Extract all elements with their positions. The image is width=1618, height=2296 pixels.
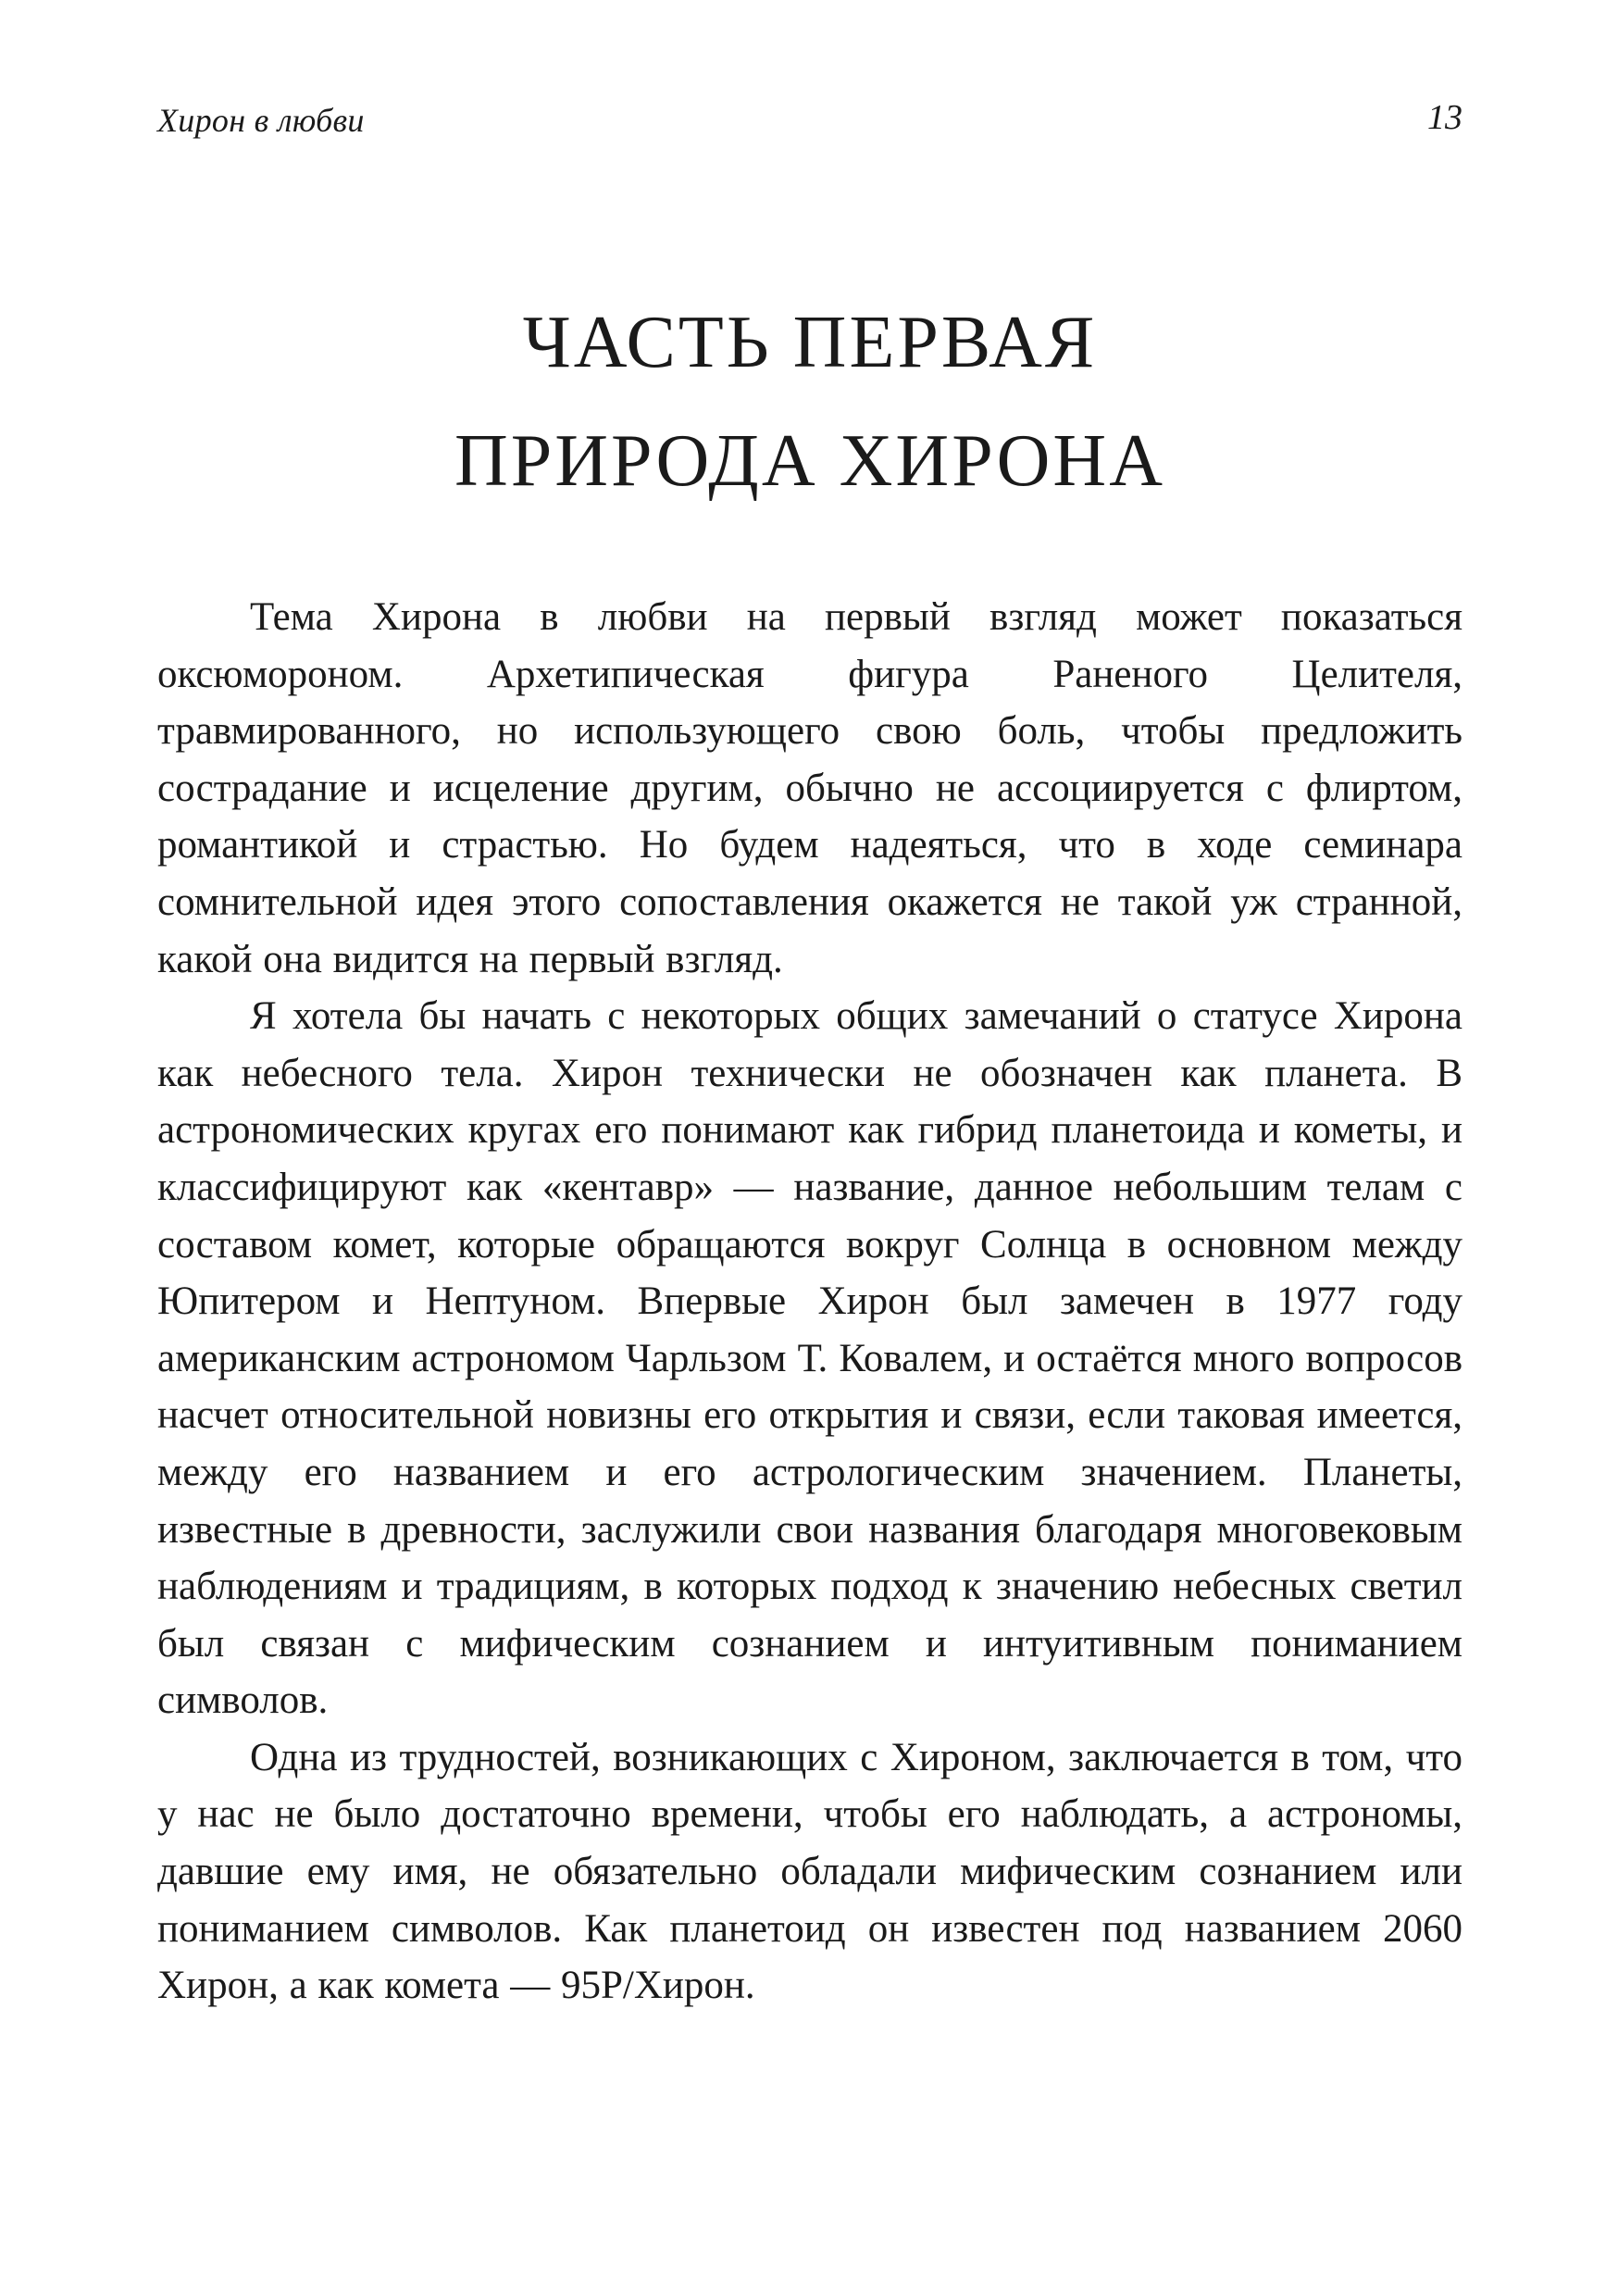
- chapter-title: ПРИРОДА ХИРОНА: [454, 420, 1165, 502]
- paragraph: Тема Хирона в любви на первый взгляд может показаться оксюмороном. Архетипическая фигура Раненого Целителя, травмированного, но использующего свою боль, чтобы предложить сострадание и исцеление другим, обычно не ассоциируется с флиртом, романтикой и страстью. Но будем надеяться, что в ходе семинара сомнительной идея этого сопоставления окажется не такой уж странной, какой она видится на первый взгляд.: [157, 595, 1462, 981]
- paragraph: Одна из трудностей, возникающих с Хироном, заключается в том, что у нас не было достаточно времени, чтобы его наблюдать, а астрономы, давшие ему имя, не обязательно обладали мифическим сознанием или пониманием символов. Как планетоид он известен под названием 2060 Хирон, а как комета — 95P/Хирон.: [157, 1735, 1462, 2008]
- part-title: ЧАСТЬ ПЕРВАЯ: [522, 302, 1098, 383]
- page-number: 13: [1427, 98, 1462, 137]
- body-text: [157, 589, 1462, 2015]
- running-title: Хирон в любви: [157, 102, 365, 139]
- paragraph: Я хотела бы начать с некоторых общих замечаний о статусе Хирона как небесного тела. Хирон технически не обозначен как планета. В астрономических кругах его понимают как гибрид планетоида и кометы, и классифицируют как «кентавр» — название, данное небольшим телам с составом комет, которые обращаются вокруг Солнца в основном между Юпитером и Нептуном. Впервые Хирон был замечен в 1977 году американским астрономом Чарльзом Т. Ковалем, и остаётся много вопросов насчет относительной новизны его открытия и связи, если таковая имеется, между его названием и его астрологическим значением. Планеты, известные в древности, заслужили свои названия благодаря многовековым наблюдениям и традициям, в которых подход к значению небесных светил был связан с мифическим сознанием и интуитивным пониманием символов.: [157, 994, 1462, 1723]
